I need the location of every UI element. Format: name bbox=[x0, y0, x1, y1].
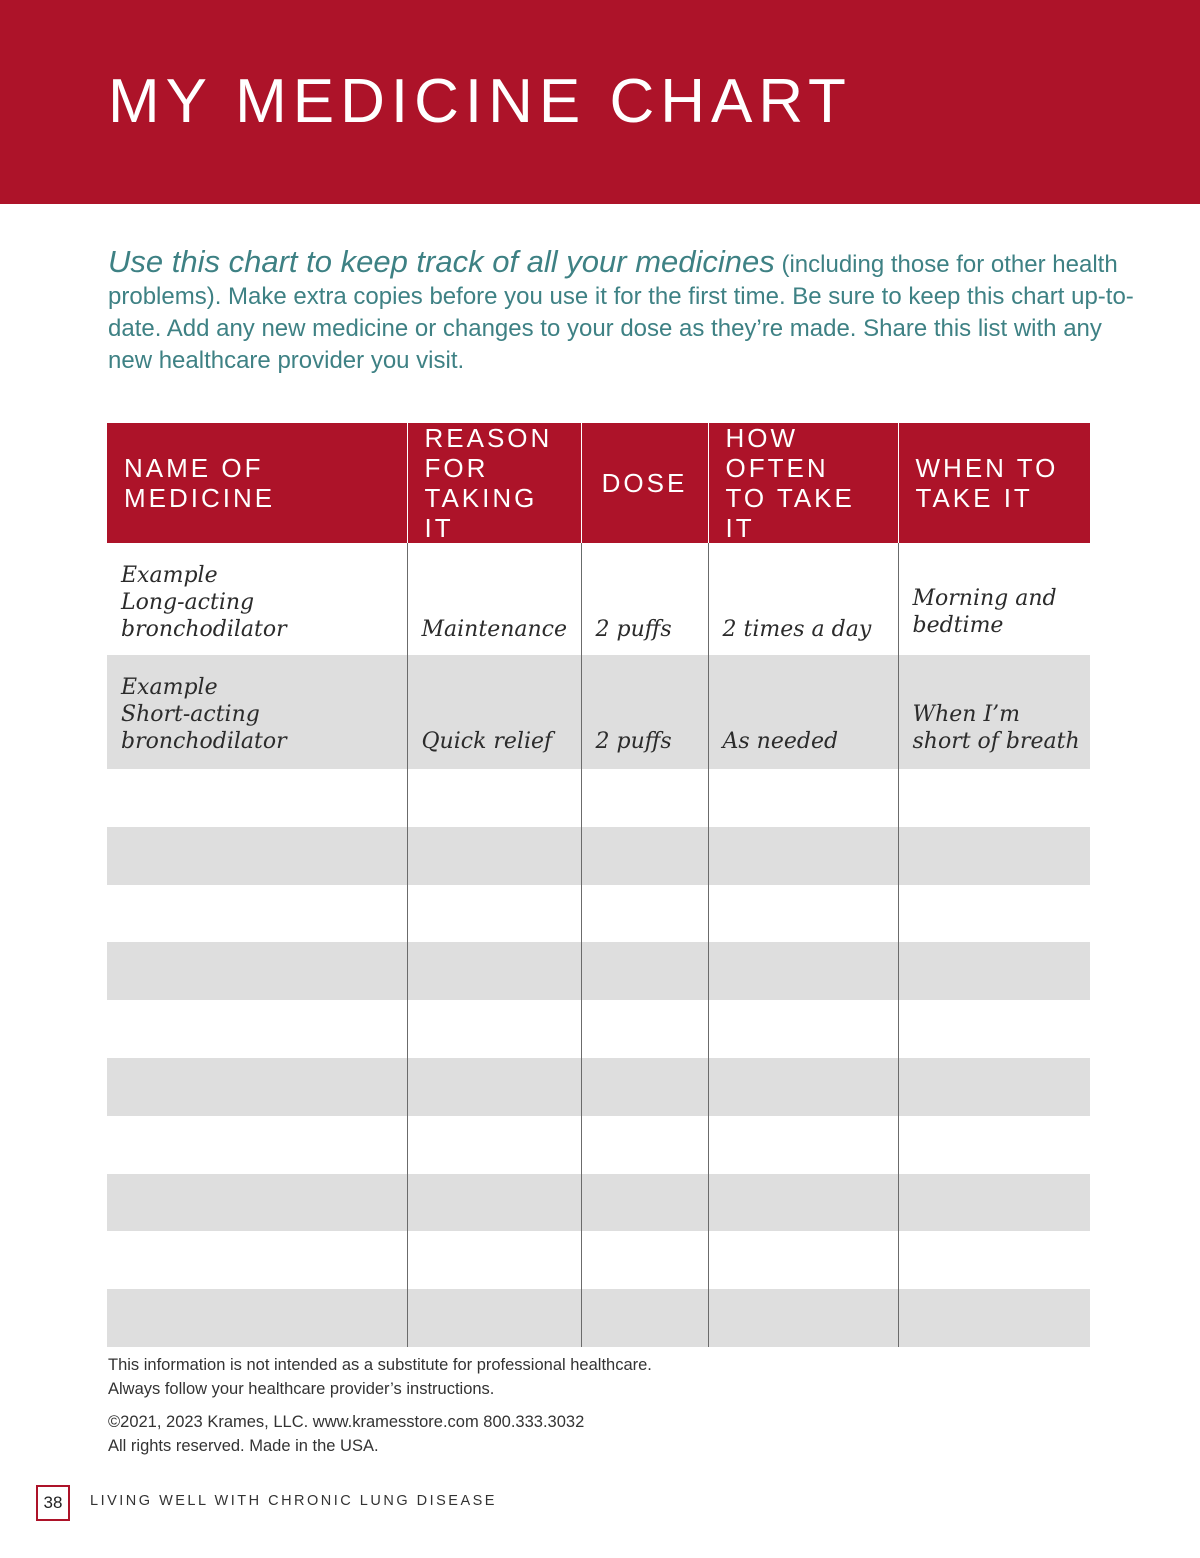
cell-when-blank[interactable] bbox=[898, 1000, 1090, 1058]
cell-when-blank[interactable] bbox=[898, 942, 1090, 1000]
blank-table-row bbox=[107, 1116, 1090, 1174]
header-name-of-medicine: NAME OF MEDICINE bbox=[107, 423, 407, 543]
cell-medicine-name-blank[interactable] bbox=[107, 1231, 407, 1289]
header-row bbox=[107, 423, 1090, 543]
cell-reason[interactable]: Maintenance bbox=[407, 543, 581, 655]
cell-dose-blank[interactable] bbox=[581, 1231, 708, 1289]
cell-medicine-name-blank[interactable] bbox=[107, 769, 407, 827]
cell-when[interactable]: When I’m short of breath bbox=[898, 655, 1090, 769]
cell-how-often-blank[interactable] bbox=[708, 1058, 898, 1116]
cell-dose-blank[interactable] bbox=[581, 885, 708, 943]
cell-when-blank[interactable] bbox=[898, 885, 1090, 943]
cell-medicine-name-blank[interactable] bbox=[107, 1174, 407, 1232]
cell-when-blank[interactable] bbox=[898, 1289, 1090, 1347]
cell-reason-blank[interactable] bbox=[407, 1058, 581, 1116]
cell-when-blank[interactable] bbox=[898, 1116, 1090, 1174]
table-row bbox=[107, 543, 1090, 655]
cell-when-blank[interactable] bbox=[898, 1231, 1090, 1289]
cell-how-often-blank[interactable] bbox=[708, 942, 898, 1000]
cell-dose-blank[interactable] bbox=[581, 1116, 708, 1174]
intro-lead: Use this chart to keep track of all your medicines bbox=[108, 244, 775, 279]
blank-table-row bbox=[107, 1231, 1090, 1289]
cell-dose-blank[interactable] bbox=[581, 1000, 708, 1058]
title-banner bbox=[0, 0, 1200, 204]
cell-dose-blank[interactable] bbox=[581, 942, 708, 1000]
cell-medicine-name-blank[interactable] bbox=[107, 942, 407, 1000]
cell-how-often-blank[interactable] bbox=[708, 827, 898, 885]
cell-when-blank[interactable] bbox=[898, 827, 1090, 885]
cell-how-often[interactable]: As needed bbox=[708, 655, 898, 769]
header-dose: DOSE bbox=[581, 423, 708, 543]
cell-reason-blank[interactable] bbox=[407, 1289, 581, 1347]
blank-table-row bbox=[107, 942, 1090, 1000]
page-number: 38 bbox=[36, 1485, 70, 1521]
cell-when-blank[interactable] bbox=[898, 1058, 1090, 1116]
cell-how-often-blank[interactable] bbox=[708, 885, 898, 943]
intro-body: (including those for other health problems). Make extra copies before you use it for the first time. Be sure to keep this chart up-to-date. Add any new medicine or changes to your dose as they’re made. Share this list with any new healthcare provider you visit. bbox=[108, 251, 1134, 374]
cell-when[interactable]: Morning and bedtime bbox=[898, 543, 1090, 655]
blank-table-row bbox=[107, 1058, 1090, 1116]
cell-how-often-blank[interactable] bbox=[708, 1289, 898, 1347]
cell-reason-blank[interactable] bbox=[407, 769, 581, 827]
cell-how-often-blank[interactable] bbox=[708, 769, 898, 827]
copyright-notice: ©2021, 2023 Krames, LLC. www.kramesstore.com 800.333.3032 All rights reserved. Made in the USA. bbox=[108, 1413, 585, 1455]
blank-table-row bbox=[107, 769, 1090, 827]
cell-dose-blank[interactable] bbox=[581, 769, 708, 827]
cell-reason-blank[interactable] bbox=[407, 1231, 581, 1289]
header-when: WHEN TO TAKE IT bbox=[898, 423, 1090, 543]
cell-how-often-blank[interactable] bbox=[708, 1000, 898, 1058]
blank-table-row bbox=[107, 827, 1090, 885]
cell-when-blank[interactable] bbox=[898, 1174, 1090, 1232]
intro-paragraph bbox=[108, 246, 1138, 377]
cell-dose-blank[interactable] bbox=[581, 1058, 708, 1116]
blank-table-row bbox=[107, 1174, 1090, 1232]
cell-reason-blank[interactable] bbox=[407, 942, 581, 1000]
cell-reason-blank[interactable] bbox=[407, 1116, 581, 1174]
cell-medicine-name-blank[interactable] bbox=[107, 885, 407, 943]
cell-when-blank[interactable] bbox=[898, 769, 1090, 827]
cell-dose-blank[interactable] bbox=[581, 1174, 708, 1232]
cell-medicine-name[interactable]: Example Short-acting bronchodilator bbox=[107, 655, 407, 769]
header-reason: REASON FOR TAKING IT bbox=[407, 423, 581, 543]
cell-medicine-name[interactable]: Example Long-acting bronchodilator bbox=[121, 563, 287, 642]
cell-dose-blank[interactable] bbox=[581, 827, 708, 885]
cell-how-often[interactable]: 2 times a day bbox=[708, 543, 898, 655]
cell-medicine-name-blank[interactable] bbox=[107, 1289, 407, 1347]
table-row bbox=[107, 655, 1090, 769]
cell-reason-blank[interactable] bbox=[407, 1174, 581, 1232]
blank-table-row bbox=[107, 1289, 1090, 1347]
cell-reason-blank[interactable] bbox=[407, 1000, 581, 1058]
cell-medicine-name-blank[interactable] bbox=[107, 1116, 407, 1174]
disclaimer: This information is not intended as a substitute for professional healthcare. Always follow your healthcare provider’s instructions. bbox=[108, 1356, 652, 1398]
header-how-often: HOW OFTEN TO TAKE IT bbox=[708, 423, 898, 543]
cell-how-often-blank[interactable] bbox=[708, 1231, 898, 1289]
page-title: MY MEDICINE CHART bbox=[108, 67, 852, 136]
cell-reason[interactable]: Quick relief bbox=[407, 655, 581, 769]
cell-dose[interactable]: 2 puffs bbox=[581, 655, 708, 769]
medicine-chart-table bbox=[107, 423, 1090, 1347]
cell-medicine-name-blank[interactable] bbox=[107, 1000, 407, 1058]
cell-medicine-name-blank[interactable] bbox=[107, 1058, 407, 1116]
cell-dose[interactable]: 2 puffs bbox=[581, 543, 708, 655]
cell-medicine-name-blank[interactable] bbox=[107, 827, 407, 885]
cell-how-often-blank[interactable] bbox=[708, 1174, 898, 1232]
cell-how-often-blank[interactable] bbox=[708, 1116, 898, 1174]
blank-table-row bbox=[107, 1000, 1090, 1058]
cell-dose-blank[interactable] bbox=[581, 1289, 708, 1347]
cell-reason-blank[interactable] bbox=[407, 827, 581, 885]
cell-reason-blank[interactable] bbox=[407, 885, 581, 943]
blank-table-row bbox=[107, 885, 1090, 943]
running-head: LIVING WELL WITH CHRONIC LUNG DISEASE bbox=[90, 1493, 497, 1509]
